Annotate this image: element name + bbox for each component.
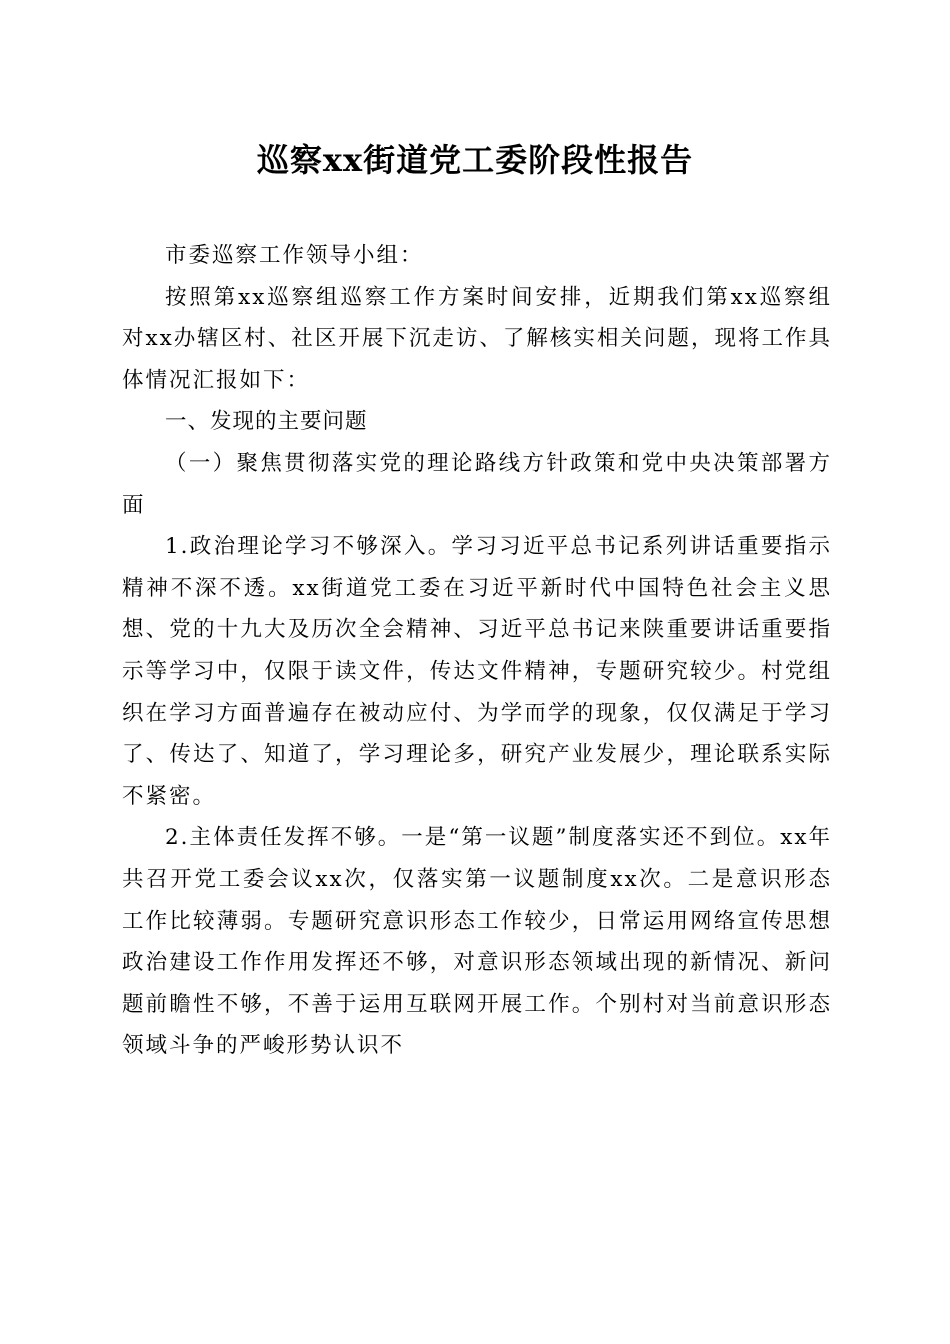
intro-paragraph: 按照第xx巡察组巡察工作方案时间安排，近期我们第xx巡察组对xx办辖区村、社区开展下沉走访、了解核实相关问题，现将工作具体情况汇报如下： (122, 284, 832, 393)
item-1-paragraph: 1.政治理论学习不够深入。学习习近平总书记系列讲话重要指示精神不深不透。xx街道党工委在习近平新时代中国特色社会主义思想、党的十九大及历次全会精神、习近平总书记来陕重要讲话重要指示等学习中，仅限于读文件，传达文件精神，专题研究较少。村党组织在学习方面普遍存在被动应付、为学而学的现象，仅仅满足于学习了、传达了、知道了，学习理论多，研究产业发展少，理论联系实际不紧密。 (122, 534, 832, 809)
item-2-paragraph: 2.主体责任发挥不够。一是“第一议题”制度落实还不到位。xx年共召开党工委会议xx次，仅落实第一议题制度xx次。二是意识形态工作比较薄弱。专题研究意识形态工作较少，日常运用网络宣传思想政治建设工作作用发挥还不够，对意识形态领域出现的新情况、新问题前瞻性不够，不善于运用互联网开展工作。个别村对当前意识形态领域斗争的严峻形势认识不 (122, 825, 832, 1059)
salutation: 市委巡察工作领导小组： (165, 243, 424, 268)
document-title: 巡察xx街道党工委阶段性报告 (256, 141, 694, 179)
subsection-heading-theory: （一）聚焦贯彻落实党的理论路线方针政策和党中央决策部署方面 (122, 450, 832, 518)
document-body (122, 235, 832, 1067)
section-heading-main-problems: 一、发现的主要问题 (165, 409, 368, 435)
